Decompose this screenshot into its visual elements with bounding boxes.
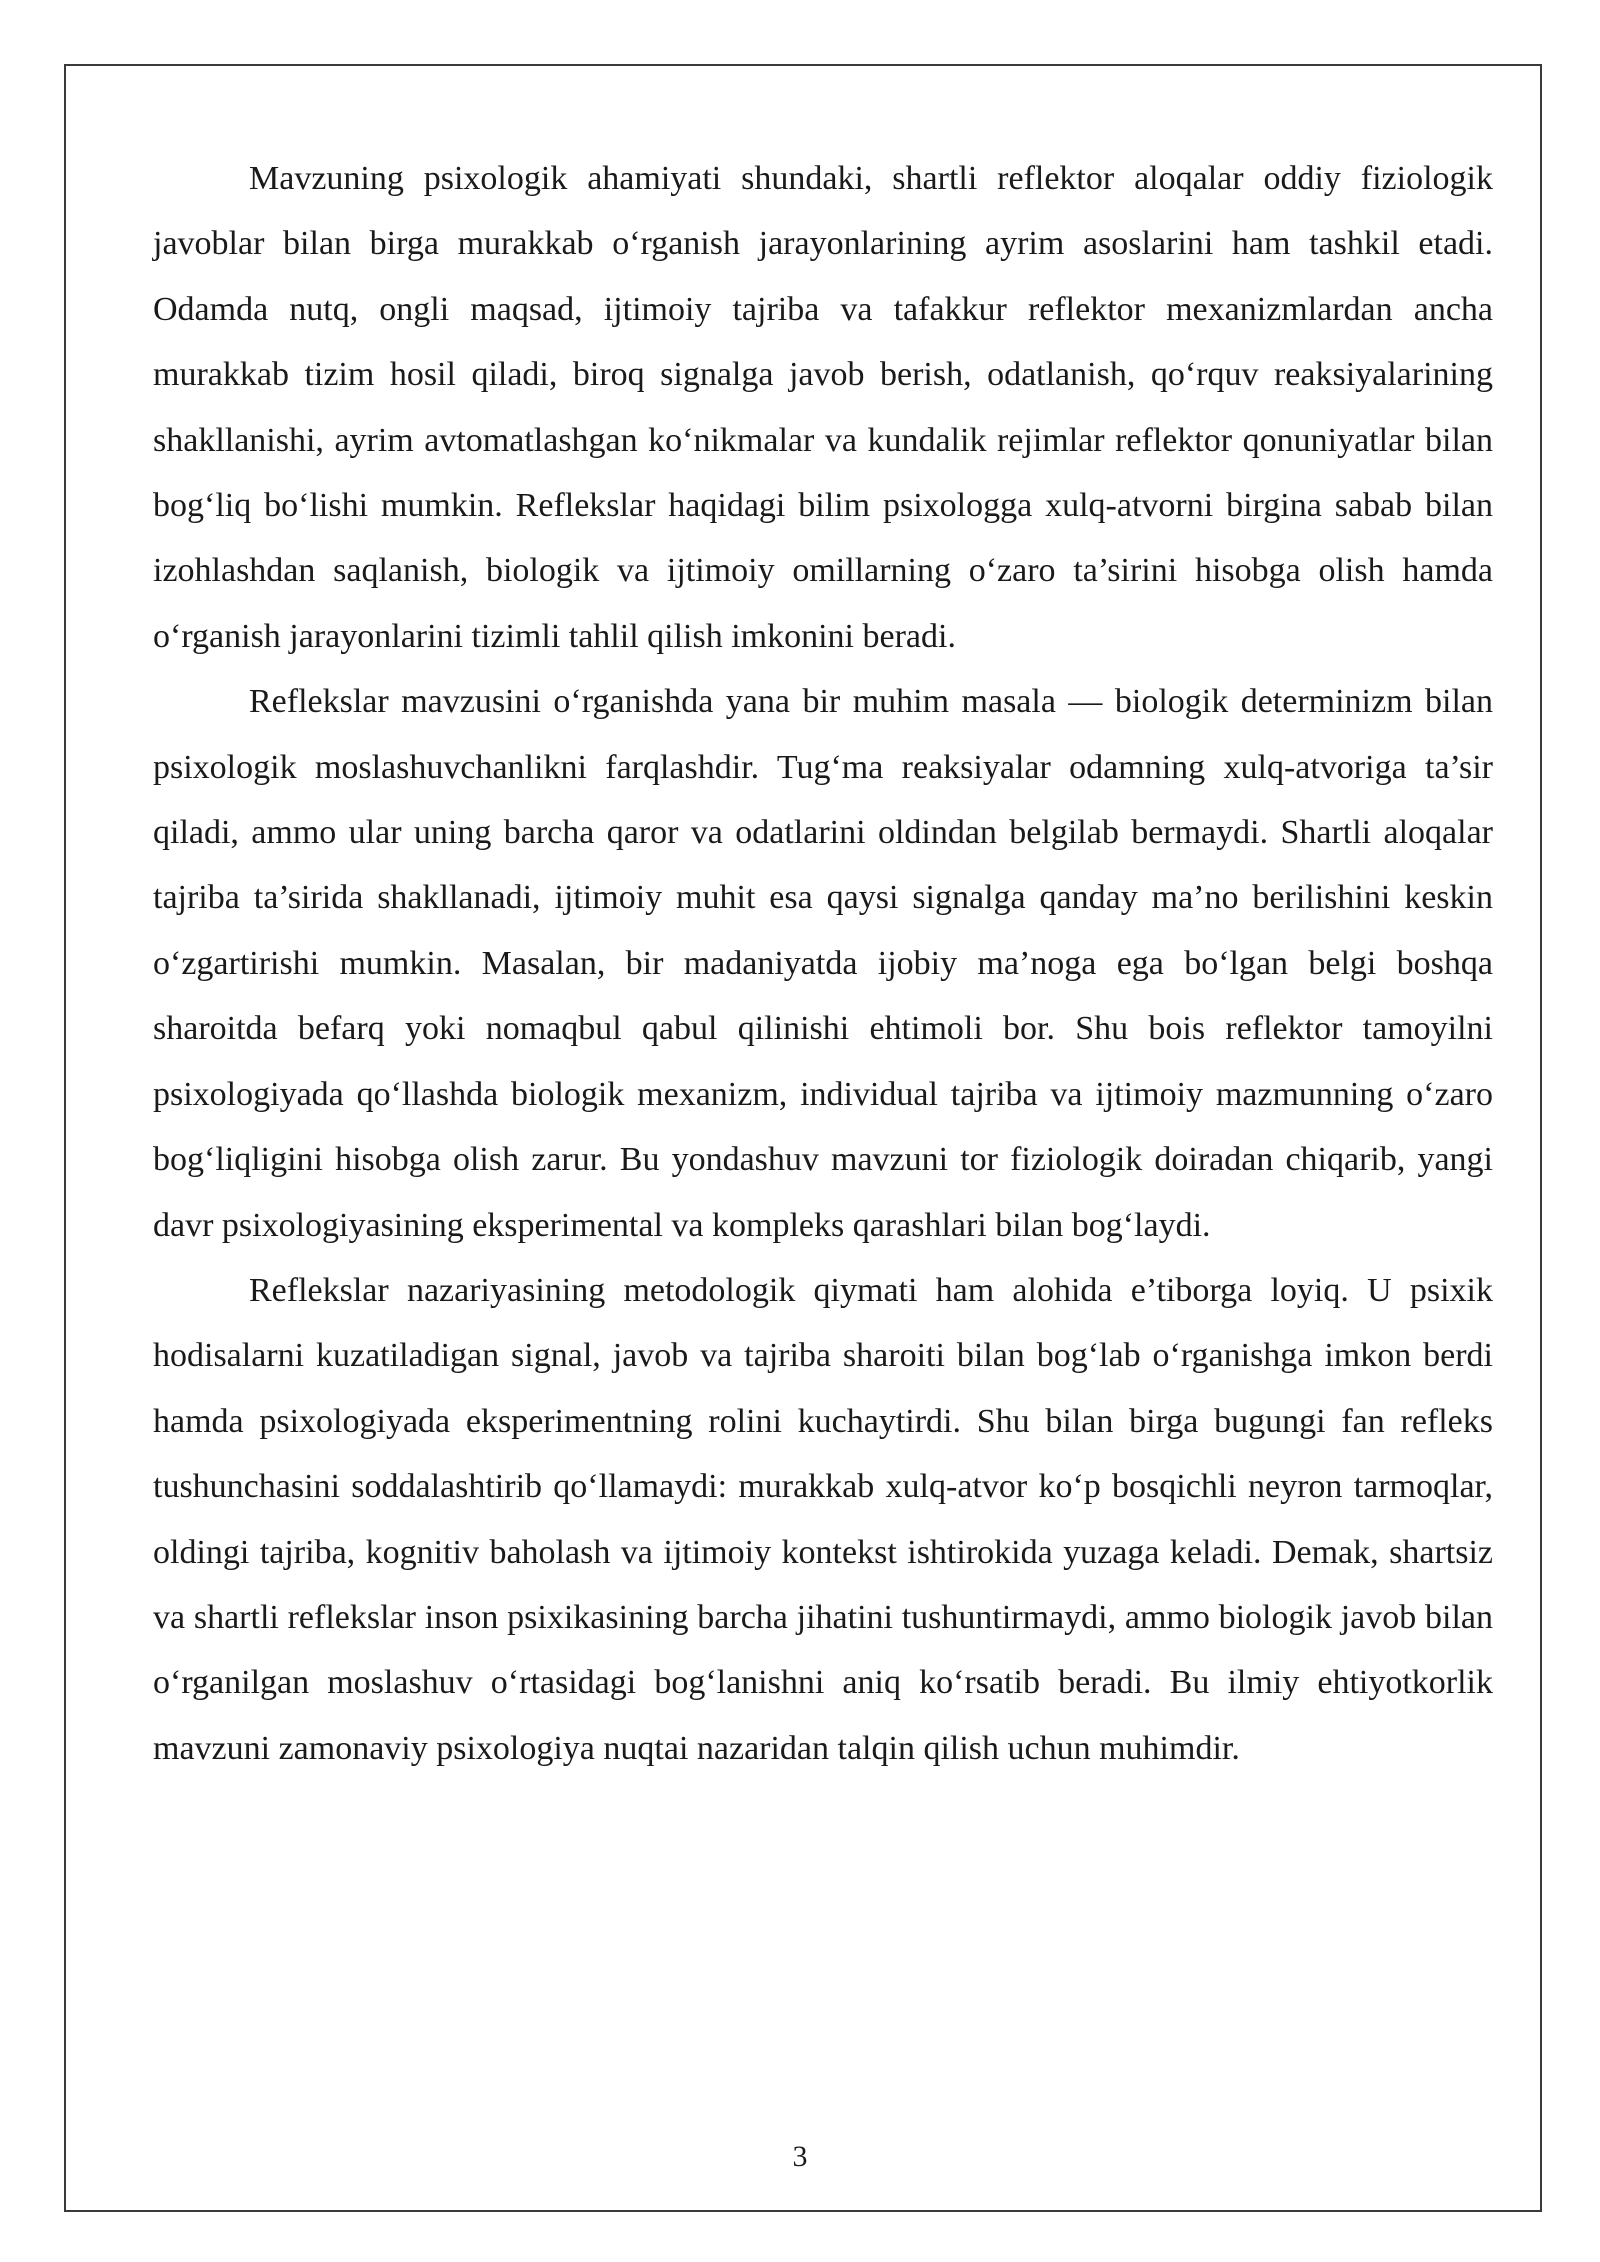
paragraph-3: Reflekslar nazariyasining metodologik qiymati ham alohida e’tiborga loyiq. U psixik hodisalarni kuzatiladigan signal, javob va tajriba sharoiti bilan bog‘lab o‘rganishga imkon berdi hamda psixologiyada eksperimentning rolini kuchaytirdi. Shu bilan birga bugungi fan refleks tushunchasini soddalashtirib qo‘llamaydi: murakkab xulq-atvor ko‘p bosqichli neyron tarmoqlar, oldingi tajriba, kognitiv baholash va ijtimoiy kontekst ishtirokida yuzaga keladi. Demak, shartsiz va shartli reflekslar inson psixikasining barcha jihatini tushuntirmaydi, ammo biologik javob bilan o‘rganilgan moslashuv o‘rtasidagi bog‘lanishni aniq ko‘rsatib beradi. Bu ilmiy ehtiyotkorlik mavzuni zamonaviy psixologiya nuqtai nazaridan talqin qilish uchun muhimdir.	[153, 1271, 1493, 1767]
paragraph-2: Reflekslar mavzusini o‘rganishda yana bir muhim masala — biologik determinizm bilan psixologik moslashuvchanlikni farqlashdir. Tug‘ma reaksiyalar odamning xulq-atvoriga ta’sir qiladi, ammo ular uning barcha qaror va odatlarini oldindan belgilab bermaydi. Shartli aloqalar tajriba ta’sirida shakllanadi, ijtimoiy muhit esa qaysi signalga qanday ma’no berilishini keskin o‘zgartirishi mumkin. Masalan, bir madaniyatda ijobiy ma’noga ega bo‘lgan belgi boshqa sharoitda befarq yoki nomaqbul qabul qilinishi ehtimoli bor. Shu bois reflektor tamoyilni psixologiyada qo‘llashda biologik mexanizm, individual tajriba va ijtimoiy mazmunning o‘zaro bog‘liqligini hisobga olish zarur. Bu yondashuv mavzuni tor fiziologik doiradan chiqarib, yangi davr psixologiyasining eksperimental va kompleks qarashlari bilan bog‘laydi.	[153, 683, 1493, 1244]
paragraph-1: Mavzuning psixologik ahamiyati shundaki, shartli reflektor aloqalar oddiy fiziologik javoblar bilan birga murakkab o‘rganish jarayonlarining ayrim asoslarini ham tashkil etadi. Odamda nutq, ongli maqsad, ijtimoiy tajriba va tafakkur reflektor mexanizmlardan ancha murakkab tizim hosil qiladi, biroq signalga javob berish, odatlanish, qo‘rquv reaksiyalarining shakllanishi, ayrim avtomatlashgan ko‘nikmalar va kundalik rejimlar reflektor qonuniyatlar bilan bog‘liq bo‘lishi mumkin. Reflekslar haqidagi bilim psixologga xulq-atvorni birgina sabab bilan izohlashdan saqlanish, biologik va ijtimoiy omillarning o‘zaro ta’sirini hisobga olish hamda o‘rganish jarayonlarini tizimli tahlil qilish imkonini beradi.	[153, 160, 1493, 655]
document-body	[153, 146, 1493, 1781]
page-number: 3	[792, 2140, 808, 2173]
